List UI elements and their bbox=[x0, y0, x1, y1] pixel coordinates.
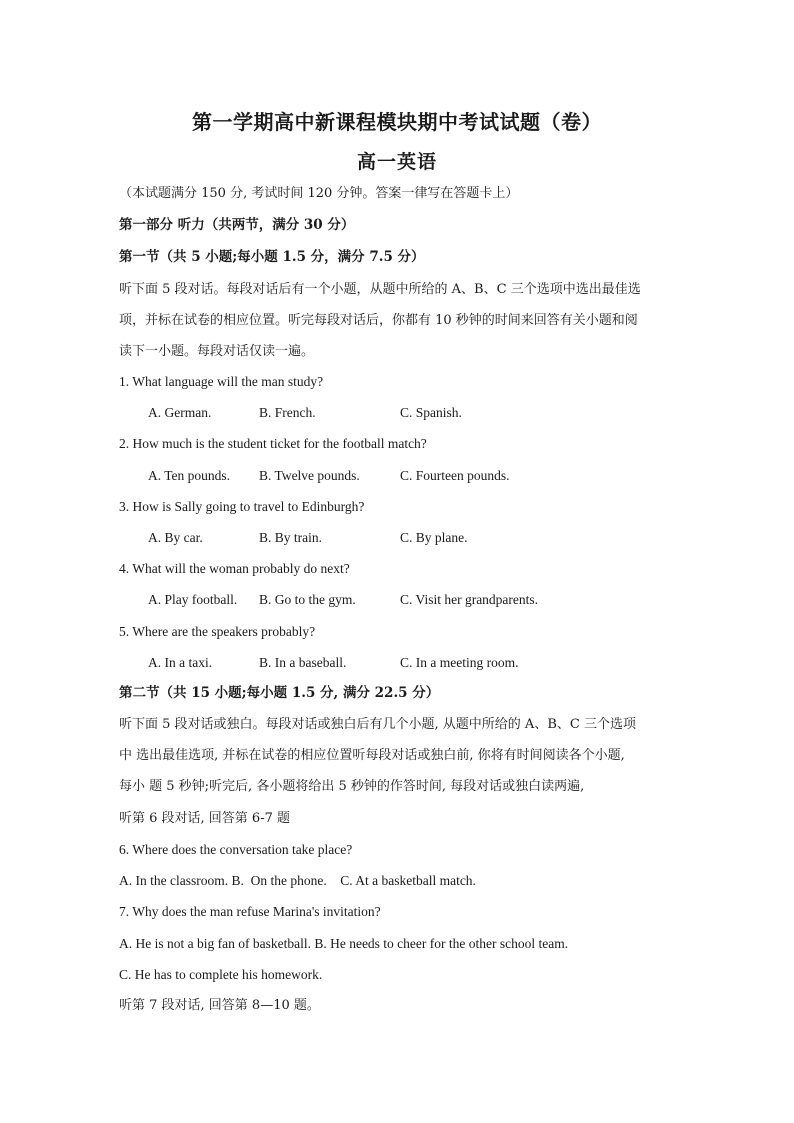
section2-instruction-line: 中 选出最佳选项, 并标在试卷的相应位置听每段对话或独白前, 你将有时间阅读各个小题, bbox=[119, 748, 625, 763]
question-5: 5. Where are the speakers probably? bbox=[119, 624, 316, 639]
question-1-option-c: C. Spanish. bbox=[400, 405, 462, 420]
question-5-option-b: B. In a baseball. bbox=[259, 655, 347, 670]
question-2-option-b: B. Twelve pounds. bbox=[259, 468, 360, 483]
question-1: 1. What language will the man study? bbox=[119, 374, 324, 389]
section1-instruction-line: 听下面 5 段对话。每段对话后有一个小题，从题中所给的 A、B、C 三个选项中选出最佳选 bbox=[119, 282, 641, 297]
question-5-option-a: A. In a taxi. bbox=[148, 655, 213, 670]
question-3: 3. How is Sally going to travel to Edinburgh? bbox=[119, 499, 365, 514]
group-7-label: 听第 7 段对话, 回答第 8—10 题。 bbox=[119, 998, 320, 1013]
question-1-option-b: B. French. bbox=[259, 405, 316, 420]
section1-heading: 第一节（共 5 小题;每小题 1.5 分，满分 7.5 分） bbox=[119, 249, 425, 265]
question-6: 6. Where does the conversation take place? bbox=[119, 842, 353, 857]
question-2: 2. How much is the student ticket for the football match? bbox=[119, 436, 427, 451]
part1-heading: 第一部分 听力（共两节，满分 30 分） bbox=[119, 217, 355, 233]
question-4-option-b: B. Go to the gym. bbox=[259, 592, 356, 607]
question-3-option-b: B. By train. bbox=[259, 530, 322, 545]
question-4-option-c: C. Visit her grandparents. bbox=[400, 592, 539, 607]
question-4: 4. What will the woman probably do next? bbox=[119, 561, 350, 576]
question-2-option-c: C. Fourteen pounds. bbox=[400, 468, 510, 483]
section2-heading: 第二节（共 15 小题;每小题 1.5 分, 满分 22.5 分） bbox=[119, 685, 440, 701]
section1-instruction-line: 读下一小题。每段对话仅读一遍。 bbox=[119, 344, 315, 359]
question-7: 7. Why does the man refuse Marina's invitation? bbox=[119, 904, 381, 919]
question-7-options: C. He has to complete his homework. bbox=[119, 967, 323, 982]
section2-instruction-line: 每小 题 5 秒钟;听完后, 各小题将给出 5 秒钟的作答时间, 每段对话或独白读两遍, bbox=[119, 779, 585, 794]
question-6-options: A. In the classroom. B. On the phone. C. At a basketball match. bbox=[119, 873, 476, 888]
exam-title: 第一学期高中新课程模块期中考试试题（卷） bbox=[192, 110, 602, 134]
section2-instruction-line: 听下面 5 段对话或独白。每段对话或独白后有几个小题, 从题中所给的 A、B、C 三个选项 bbox=[119, 717, 636, 732]
section1-instruction-line: 项，并标在试卷的相应位置。听完每段对话后，你都有 10 秒钟的时间来回答有关小题和阅 bbox=[119, 313, 638, 328]
question-7-options: A. He is not a big fan of basketball. B. He needs to cheer for the other school team. bbox=[119, 936, 569, 951]
question-2-option-a: A. Ten pounds. bbox=[148, 468, 231, 483]
exam-subject: 高一英语 bbox=[356, 151, 437, 173]
question-5-option-c: C. In a meeting room. bbox=[400, 655, 519, 670]
question-3-option-a: A. By car. bbox=[148, 530, 203, 545]
group-6-label: 听第 6 段对话, 回答第 6-7 题 bbox=[119, 811, 290, 826]
question-4-option-a: A. Play football. bbox=[148, 592, 238, 607]
question-1-option-a: A. German. bbox=[148, 405, 212, 420]
exam-note: （本试题满分 150 分, 考试时间 120 分钟。答案一律写在答题卡上） bbox=[119, 186, 519, 201]
question-3-option-c: C. By plane. bbox=[400, 530, 468, 545]
